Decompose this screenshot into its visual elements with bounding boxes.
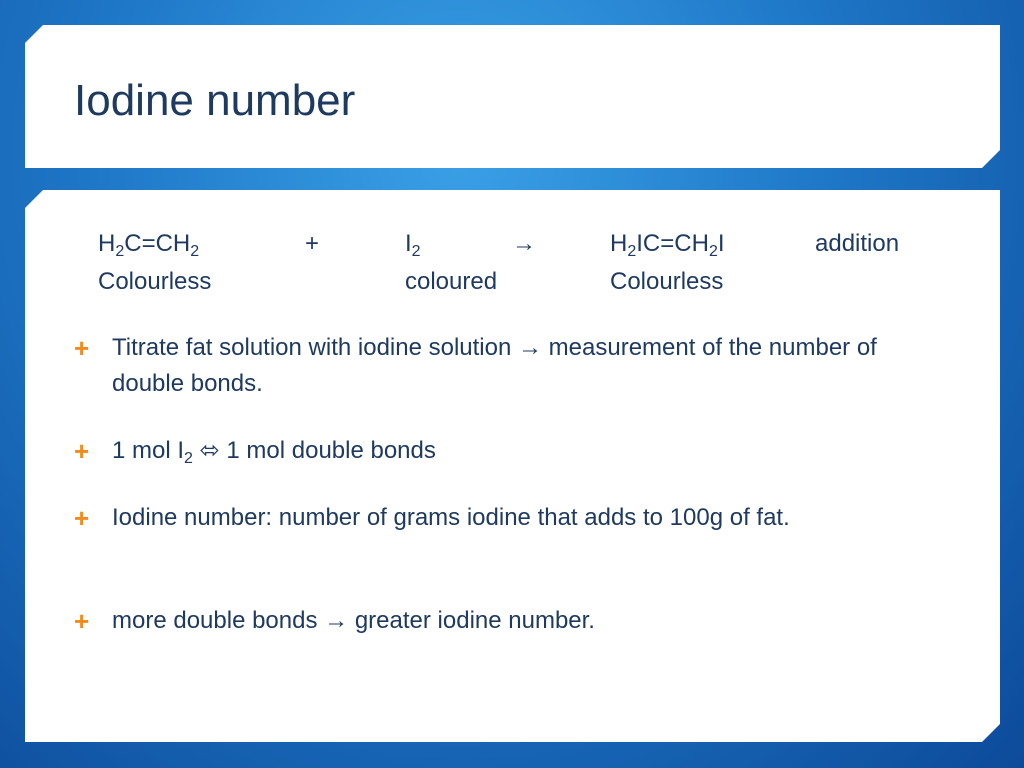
product-diiodoethane: $H_2IC=CH_2I$ bbox=[610, 230, 725, 260]
reactant-ethene: $H_2C=CH_2$ bbox=[98, 230, 200, 260]
bullet-conclusion: + more double bonds → greater iodine number. bbox=[74, 603, 894, 639]
reactant-iodine: $I_2$ bbox=[405, 230, 421, 260]
reaction-arrow: → bbox=[512, 230, 536, 257]
reactant1-state: Colourless bbox=[98, 268, 212, 295]
bullet-titrate: + Titrate fat solution with iodine solution → measurement of the number of double bonds. bbox=[74, 330, 894, 402]
bullet-plus-icon: + bbox=[74, 606, 90, 636]
bullet-plus-icon: + bbox=[74, 436, 90, 466]
equivalence-icon: ⬄ bbox=[192, 437, 227, 464]
slide-title: Iodine number bbox=[74, 76, 356, 125]
reaction-type: addition bbox=[815, 230, 900, 257]
bullet-definition: + Iodine number: number of grams iodine that adds to 100g of fat. bbox=[74, 500, 894, 536]
bullet-plus-icon: + bbox=[74, 503, 90, 533]
product-state: Colourless bbox=[610, 268, 724, 295]
bullet-mol-ratio: + 1 mol $I_2$ ⬄ 1 mol double bonds bbox=[74, 433, 894, 469]
reactant2-state: coloured bbox=[405, 268, 498, 295]
bullet-plus-icon: + bbox=[74, 333, 90, 363]
plus-sign: + bbox=[305, 230, 320, 257]
arrow-icon: → bbox=[324, 607, 349, 634]
arrow-icon: → bbox=[518, 334, 542, 361]
